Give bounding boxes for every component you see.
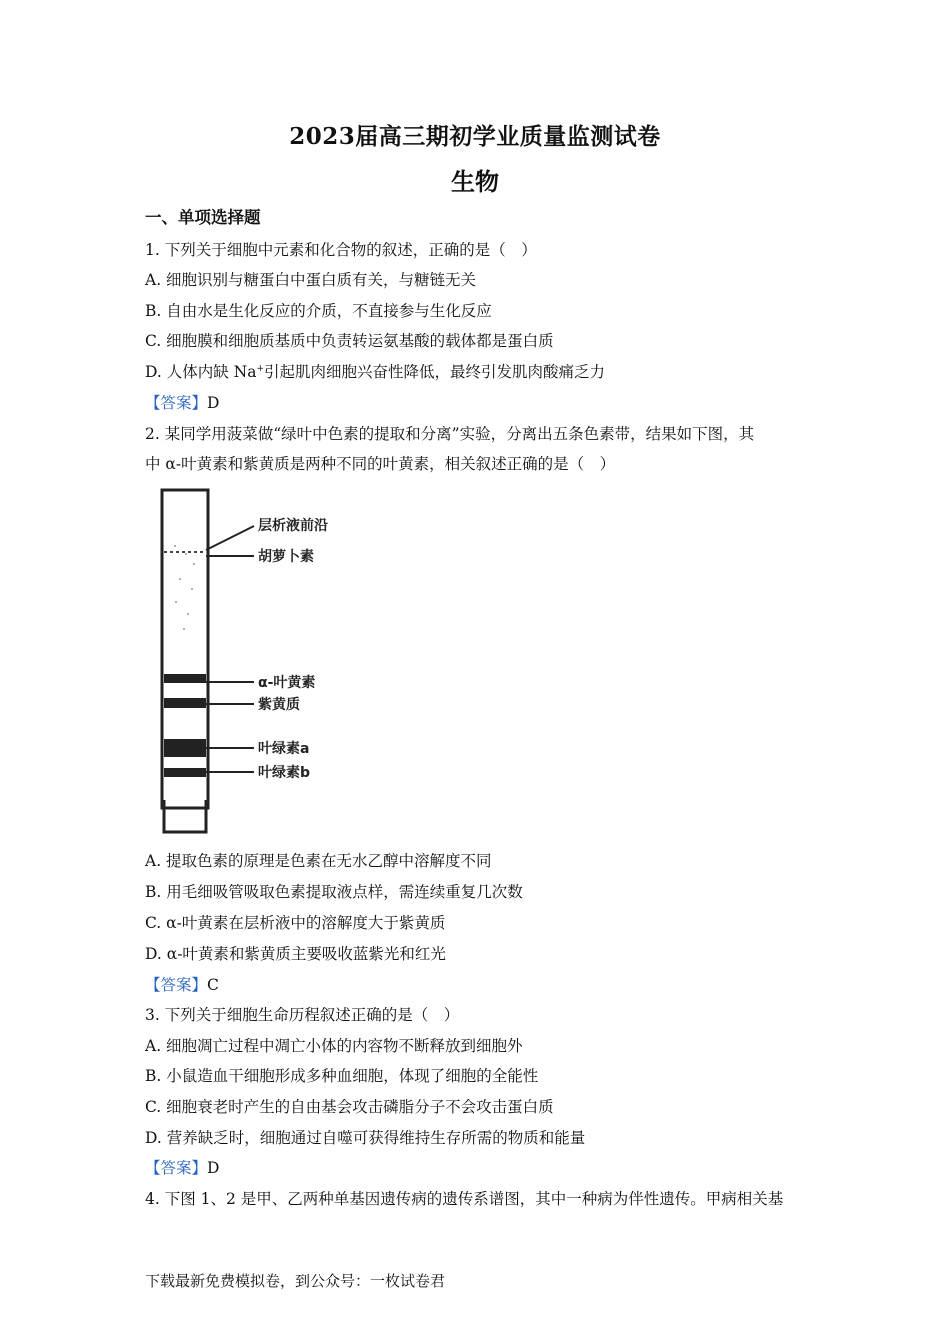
q3-stem: 3. 下列关于细胞生命历程叙述正确的是（ ）: [145, 1006, 460, 1024]
answer-tag: 【答案】: [145, 1159, 208, 1177]
q3-option-a: A. 细胞凋亡过程中凋亡小体的内容物不断释放到细胞外: [145, 1037, 523, 1055]
q1-option-b: B. 自由水是生化反应的介质，不直接参与生化反应: [145, 302, 492, 320]
q2-stem-line1: 2. 某同学用菠菜做“绿叶中色素的提取和分离”实验，分离出五条色素带，结果如下图，其: [145, 425, 755, 443]
answer-tag: 【答案】: [145, 394, 208, 412]
label-chlorophyll-a: 叶绿素a: [258, 741, 310, 757]
q3-option-d: D. 营养缺乏时，细胞通过自噬可获得维持生存所需的物质和能量: [145, 1129, 586, 1147]
q3-option-b: B. 小鼠造血干细胞形成多种血细胞，体现了细胞的全能性: [145, 1067, 539, 1085]
chromatography-figure: [150, 484, 380, 842]
exam-title: 2023届高三期初学业质量监测试卷: [289, 123, 661, 150]
q1-option-d: D. 人体内缺 Na+引起肌肉细胞兴奋性降低，最终引发肌肉酸痛乏力: [145, 363, 606, 381]
band-violaxanthin: [164, 698, 206, 708]
band-chlorophyll-b: [164, 768, 206, 777]
q2-option-d: D. α-叶黄素和紫黄质主要吸收蓝紫光和红光: [145, 945, 446, 963]
q3-answer: 【答案】D: [145, 1159, 220, 1177]
filter-paper-strip: [162, 490, 208, 808]
label-carotene: 胡萝卜素: [258, 549, 314, 565]
label-solvent-front: 层析液前沿: [258, 518, 328, 534]
q4-stem: 4. 下图 1、2 是甲、乙两种单基因遗传病的遗传系谱图，其中一种病为伴性遗传。甲病相关基: [145, 1190, 784, 1208]
band-alpha-lutein: [164, 674, 206, 683]
answer-tag: 【答案】: [145, 976, 208, 994]
q1-stem: 1. 下列关于细胞中元素和化合物的叙述，正确的是（ ）: [145, 241, 537, 259]
q2-option-a: A. 提取色素的原理是色素在无水乙醇中溶解度不同: [145, 852, 492, 870]
subject-title: 生物: [451, 167, 499, 196]
q2-option-b: B. 用毛细吸管吸取色素提取液点样，需连续重复几次数: [145, 883, 523, 901]
section-heading: 一、单项选择题: [145, 208, 261, 227]
q1-option-a: A. 细胞识别与糖蛋白中蛋白质有关，与糖链无关: [145, 271, 477, 289]
q1-option-c: C. 细胞膜和细胞质基质中负责转运氨基酸的载体都是蛋白质: [145, 332, 554, 350]
band-chlorophyll-a: [164, 739, 206, 757]
label-alpha-lutein: α-叶黄素: [258, 675, 316, 691]
q2-option-c: C. α-叶黄素在层析液中的溶解度大于紫黄质: [145, 914, 446, 932]
q2-answer: 【答案】C: [145, 976, 219, 994]
q1-answer: 【答案】D: [145, 394, 220, 412]
label-chlorophyll-b: 叶绿素b: [258, 765, 311, 781]
q2-stem-line2: 中 α-叶黄素和紫黄质是两种不同的叶黄素，相关叙述正确的是（ ）: [145, 455, 616, 473]
label-violaxanthin: 紫黄质: [258, 697, 300, 713]
q3-option-c: C. 细胞衰老时产生的自由基会攻击磷脂分子不会攻击蛋白质: [145, 1098, 554, 1116]
footer-note: 下载最新免费模拟卷，到公众号：一枚试卷君: [145, 1272, 446, 1290]
